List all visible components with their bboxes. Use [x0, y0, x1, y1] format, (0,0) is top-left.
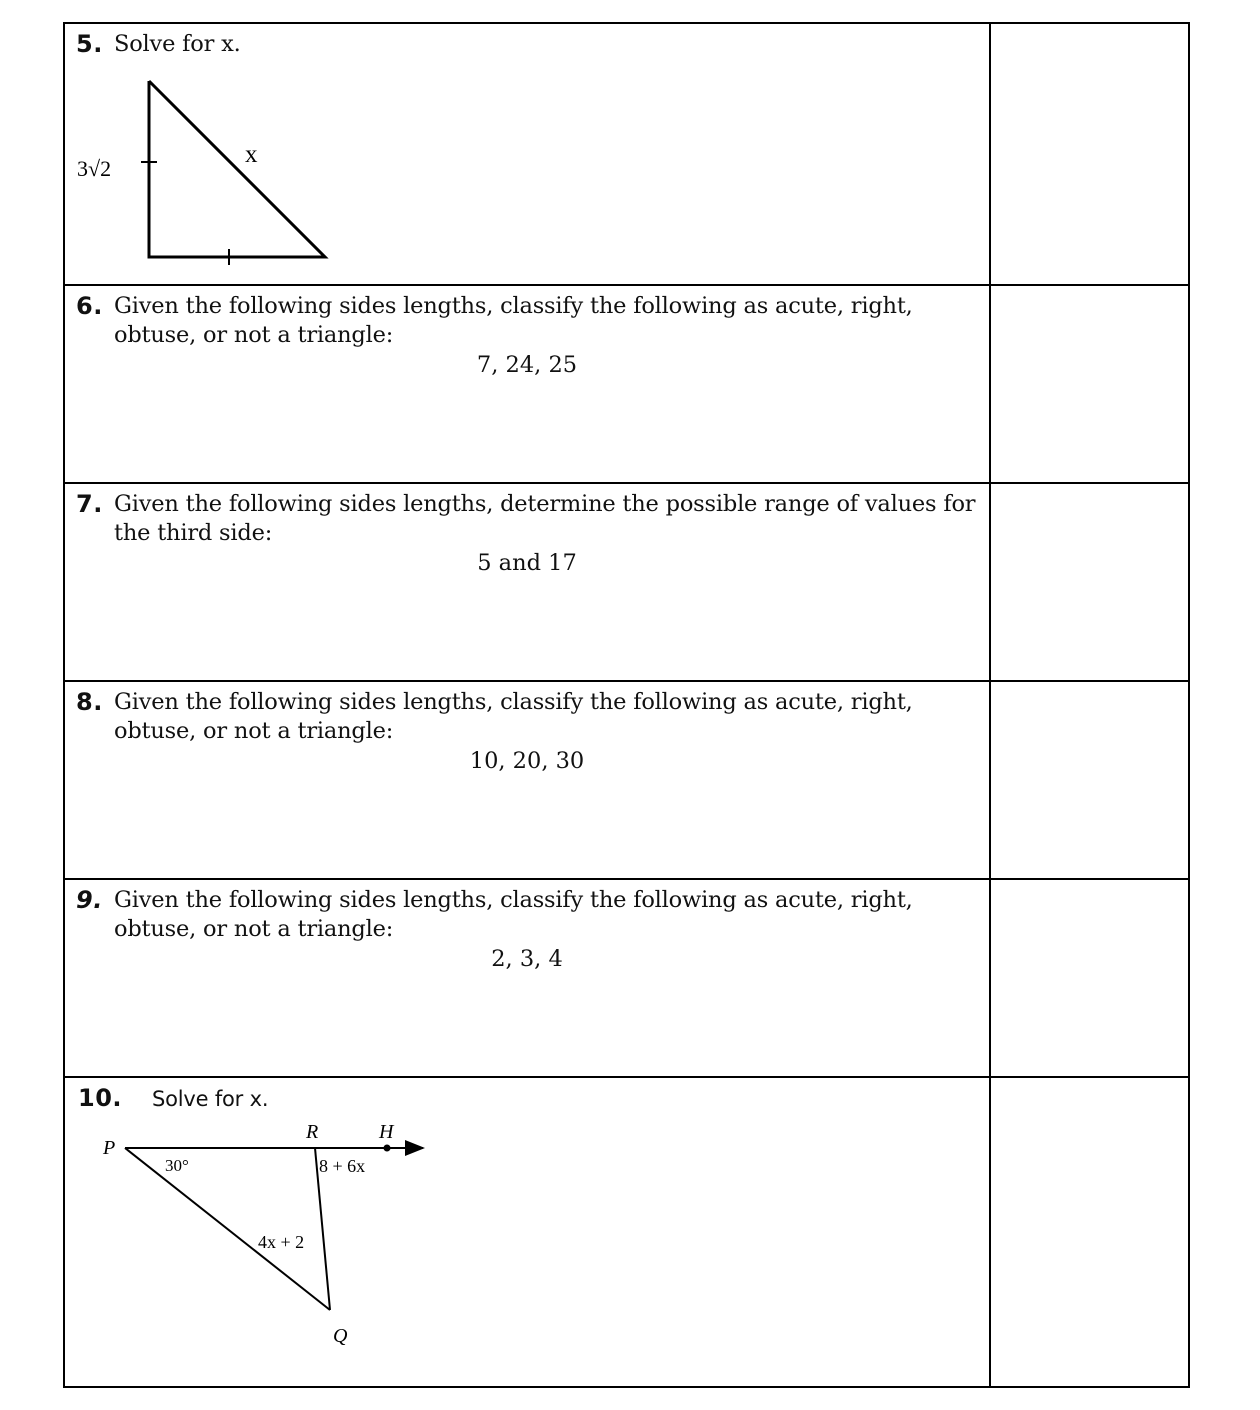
hypotenuse-label: x	[245, 141, 258, 168]
point-H	[384, 1145, 391, 1152]
side-expr: 4x + 2	[258, 1232, 305, 1252]
answer-cell[interactable]	[991, 484, 1188, 680]
right-triangle-figure	[65, 24, 989, 286]
question-cell	[65, 682, 989, 878]
problem-row-9	[65, 880, 1188, 1078]
question-cell	[65, 24, 989, 284]
side-label-left: 3√2	[77, 156, 112, 181]
answer-cell[interactable]	[991, 880, 1188, 1076]
triangle-outline	[149, 81, 325, 257]
problem-row-8	[65, 682, 1188, 880]
question-cell	[65, 880, 989, 1076]
problem-prompt: Given the following sides lengths, classify the following as acute, right, obtuse, or not a triangle:	[114, 293, 913, 348]
question-cell	[65, 484, 989, 680]
side-lengths: 7, 24, 25	[476, 352, 578, 378]
problem-prompt: Solve for x.	[152, 1087, 269, 1111]
triangle-pqr-figure	[65, 1078, 989, 1388]
problem-row-7	[65, 484, 1188, 682]
problem-number: 7.	[76, 490, 103, 518]
problem-number: 5.	[76, 30, 103, 58]
answer-cell[interactable]	[991, 286, 1188, 482]
segment-PQ	[125, 1148, 330, 1310]
problem-number: 6.	[76, 292, 103, 320]
label-H: H	[379, 1121, 394, 1143]
label-P: P	[103, 1137, 116, 1159]
question-cell	[65, 286, 989, 482]
problem-prompt: Given the following sides lengths, determine the possible range of values for the third side:	[114, 491, 976, 546]
angle-P-label: 30°	[165, 1156, 189, 1175]
label-Q: Q	[333, 1325, 348, 1347]
worksheet-table	[63, 22, 1190, 1388]
side-lengths: 2, 3, 4	[491, 946, 563, 972]
side-lengths: 5 and 17	[477, 550, 577, 576]
side-lengths: 10, 20, 30	[469, 748, 585, 774]
problem-prompt: Solve for x.	[114, 31, 241, 57]
label-R: R	[306, 1121, 319, 1143]
answer-cell[interactable]	[991, 1078, 1188, 1388]
problem-row-10	[65, 1078, 1188, 1388]
problem-number: 9.	[76, 886, 103, 914]
problem-number: 8.	[76, 688, 103, 716]
problem-prompt: Given the following sides lengths, classify the following as acute, right, obtuse, or not a triangle:	[114, 887, 913, 942]
problem-row-5	[65, 24, 1188, 286]
problem-number: 10.	[78, 1084, 123, 1112]
problem-row-6	[65, 286, 1188, 484]
problem-prompt: Given the following sides lengths, classify the following as acute, right, obtuse, or not a triangle:	[114, 689, 913, 744]
answer-cell[interactable]	[991, 682, 1188, 878]
question-cell	[65, 1078, 989, 1388]
answer-cell[interactable]	[991, 24, 1188, 284]
exterior-angle-expr: 8 + 6x	[319, 1156, 366, 1176]
